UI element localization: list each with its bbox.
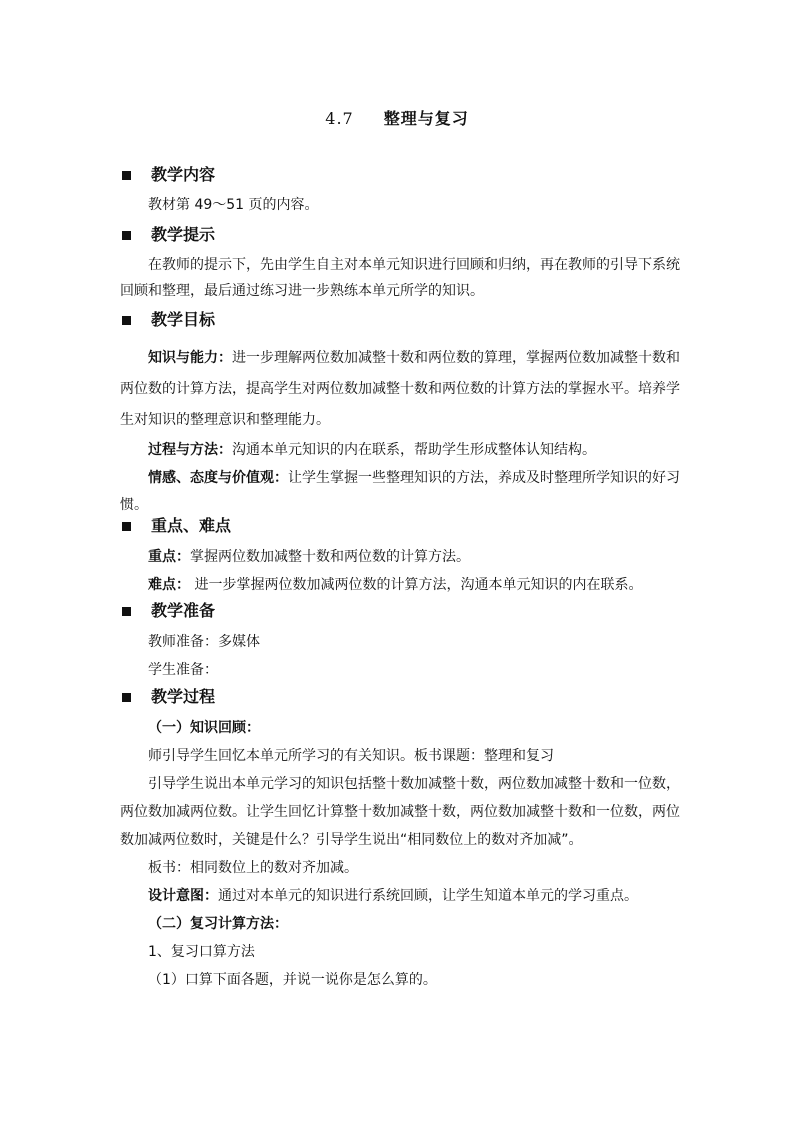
section-heading: 教学准备 [120,598,680,624]
paragraph-line: 学生准备： [148,662,218,678]
paragraph-line: （1）口算下面各题，并说一说你是怎么算的。 [148,972,437,988]
section-teaching-process [120,684,680,994]
paragraph-line: 生对知识的整理意识和整理能力。 [120,412,330,428]
square-bullet-icon [122,171,131,180]
paragraph-line: 知识与能力：进一步理解两位数加减整十数和两位数的算理，掌握两位数加减整十数和 [148,350,680,366]
square-bullet-icon [122,316,131,325]
paragraph-line: 过程与方法：沟通本单元知识的内在联系，帮助学生形成整体认知结构。 [148,442,596,458]
paragraph-line: 情感、态度与价值观：让学生掌握一些整理知识的方法，养成及时整理所学知识的好习 [148,470,680,486]
section-teaching-tips [120,222,680,304]
paragraph-line: 设计意图：通过对本单元的知识进行系统回顾，让学生知道本单元的学习重点。 [148,888,638,904]
paragraph-line: 惯。 [120,497,148,513]
paragraph-line: 教师准备：多媒体 [148,634,260,650]
section-teaching-goals [120,307,680,518]
section-heading: 教学内容 [120,162,680,188]
section-heading: 教学提示 [120,222,680,248]
paragraph-line: 重点：掌握两位数加减整十数和两位数的计算方法。 [148,549,470,565]
square-bullet-icon [122,522,131,531]
paragraph-line: 在教师的提示下，先由学生自主对本单元知识进行回顾和归纳，再在教师的引导下系统 [148,257,680,273]
section-number: 4.7 [325,109,354,128]
page-title [0,106,794,129]
section-preparation [120,598,680,684]
paragraph-line: 回顾和整理，最后通过练习进一步熟练本单元所学的知识。 [120,283,484,299]
section-heading: 教学过程 [120,684,680,710]
paragraph-line: 两位数的计算方法，提高学生对两位数加减整十数和两位数的计算方法的掌握水平。培养学 [120,381,680,397]
paragraph-line: 师引导学生回忆本单元所学习的有关知识。板书课题：整理和复习 [148,748,554,764]
title-text: 整理与复习 [383,109,469,128]
subheading: （二）复习计算方法： [148,916,288,932]
square-bullet-icon [122,231,131,240]
paragraph: 教材第 49～51 页的内容。 [148,197,319,213]
subheading: （一）知识回顾： [148,720,260,736]
paragraph-line: 难点： 进一步掌握两位数加减两位数的计算方法，沟通本单元知识的内在联系。 [148,577,643,593]
section-teaching-content [120,162,680,218]
paragraph-line: 引导学生说出本单元学习的知识包括整十数加减整十数，两位数加减整十数和一位数， [148,776,680,792]
square-bullet-icon [122,607,131,616]
paragraph-line: 数加减两位数时，关键是什么？引导学生说出“相同数位上的数对齐加减”。 [120,832,583,848]
paragraph-line: 1、复习口算方法 [148,944,255,960]
square-bullet-icon [122,693,131,702]
section-heading: 重点、难点 [120,513,680,539]
section-key-points [120,513,680,599]
section-heading: 教学目标 [120,307,680,333]
paragraph-line: 板书：相同数位上的数对齐加减。 [148,860,358,876]
paragraph-line: 两位数加减两位数。让学生回忆计算整十数加减整十数，两位数加减整十数和一位数，两位 [120,804,680,820]
